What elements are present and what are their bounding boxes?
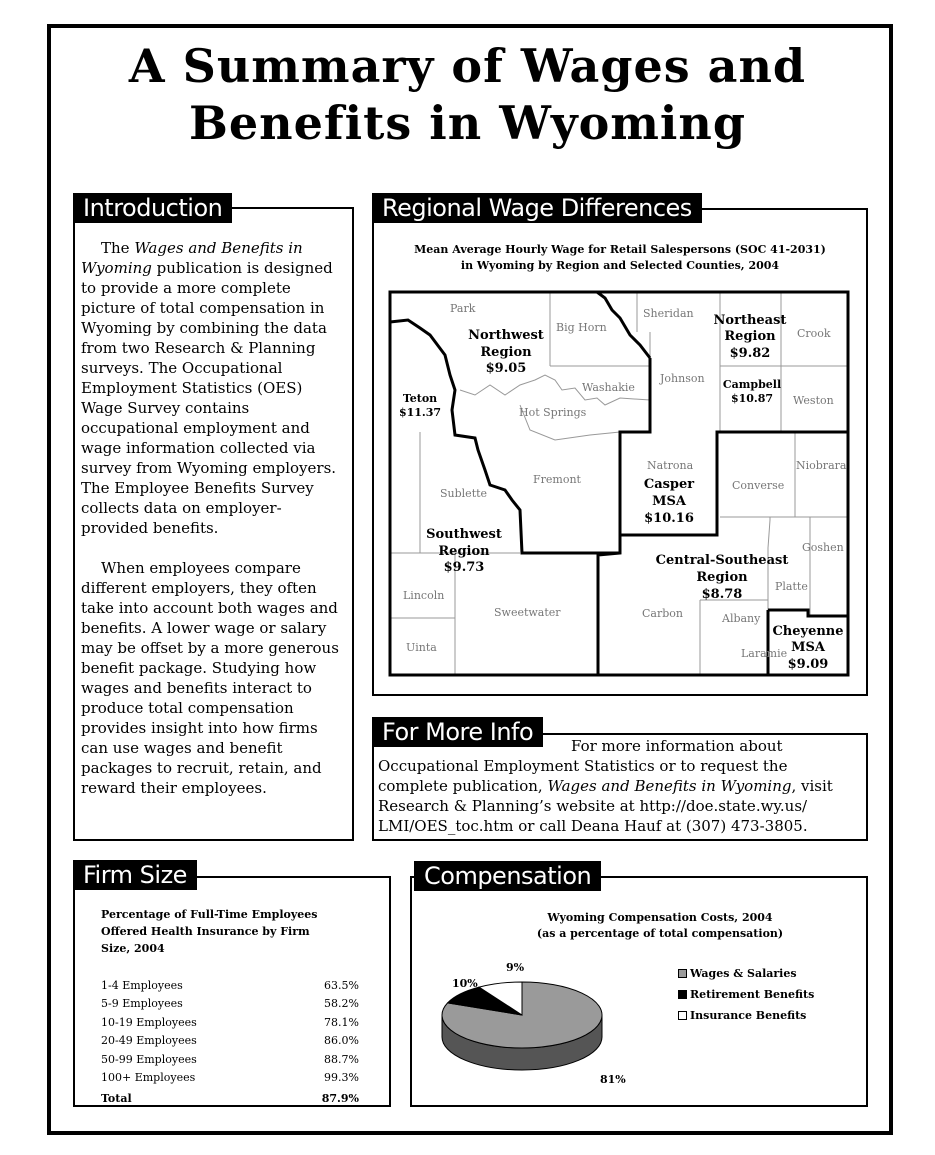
- legend-swatch: [678, 969, 687, 978]
- firm-size-row: [101, 1013, 359, 1032]
- northwest-label-2: Region: [480, 345, 532, 360]
- central-label-2: Region: [696, 570, 748, 585]
- firm-table-title-2: Offered Health Insurance by Firm: [101, 925, 310, 938]
- intro-lead: The: [101, 239, 135, 257]
- county-converse: Converse: [732, 479, 785, 492]
- compensation-heading: Compensation: [414, 861, 601, 891]
- firm-size-value: 63.5%: [324, 978, 359, 992]
- county-niobrara: Niobrara: [796, 459, 847, 472]
- county-natrona: Natrona: [647, 459, 694, 472]
- northeast-label-2: Region: [724, 329, 776, 344]
- pie-value-label: 10%: [452, 977, 478, 990]
- firm-table-title-3: Size, 2004: [101, 942, 165, 955]
- firm-size-value: 58.2%: [324, 997, 359, 1011]
- cheyenne-wage: $9.09: [787, 657, 829, 672]
- legend-swatch: [678, 990, 687, 999]
- pie-value-label: 81%: [600, 1073, 626, 1086]
- more-info-line-4[interactable]: Research & Planning’s website at http://doe.state.wy.us/: [378, 797, 808, 815]
- firm-size-label: 1-4 Employees: [101, 978, 183, 992]
- southwest-wage: $9.73: [443, 560, 485, 575]
- legend-swatch: [678, 1011, 687, 1020]
- introduction-heading: Introduction: [73, 193, 232, 223]
- northwest-wage: $9.05: [485, 361, 527, 376]
- legend-label: Wages & Salaries: [690, 967, 797, 980]
- teton-label: Teton: [402, 392, 438, 405]
- more-info-line-5[interactable]: LMI/OES_toc.htm or call Deana Hauf at (307) 473-3805.: [378, 817, 808, 835]
- more-info-line-1: For more information about: [571, 737, 783, 755]
- firm-total-value: 87.9%: [321, 1091, 359, 1105]
- central-label-1: Central-Southeast: [655, 553, 789, 568]
- introduction-paragraph-2: When employees compare different employers, they often take into account both wages and benefits. A lower wage or salary may be offset by a more generous benefit package. Studying how wages and benefits interact to produce total compensation provides insight into how firms can use wages and benefit packages to recruit, retain, and reward their employees.: [81, 559, 339, 797]
- legend-item: [678, 988, 814, 1002]
- firm-size-label: 20-49 Employees: [101, 1034, 197, 1048]
- cheyenne-label-1: Cheyenne: [772, 624, 844, 639]
- casper-label-2: MSA: [652, 494, 686, 509]
- county-carbon: Carbon: [642, 607, 683, 620]
- county-hot-springs: Hot Springs: [519, 406, 587, 419]
- legend-item: [678, 1009, 806, 1023]
- county-weston: Weston: [793, 394, 834, 407]
- firm-size-label: 100+ Employees: [101, 1071, 196, 1085]
- teton-wage: $11.37: [398, 406, 442, 419]
- comp-chart-title: Wyoming Compensation Costs, 2004: [547, 911, 773, 924]
- county-washakie: Washakie: [582, 381, 635, 394]
- firm-size-table: [101, 976, 359, 1106]
- county-platte: Platte: [775, 580, 808, 593]
- county-laramie: Laramie: [741, 647, 788, 660]
- more-info-heading: For More Info: [372, 717, 543, 747]
- comp-chart-subtitle: (as a percentage of total compensation): [536, 927, 784, 940]
- county-sublette: Sublette: [440, 487, 488, 500]
- firm-size-row: [101, 1032, 359, 1051]
- firm-total-row: [101, 1087, 359, 1106]
- county-sheridan: Sheridan: [643, 307, 694, 320]
- intro-rest: publication is designed to provide a more complete picture of total compensation in Wyoming by combining the data from two Research & Planning surveys. The Occupational Employment Statistics (OES) Wage Survey contains occupational employment and wage information collected via survey from Wyoming employers. The Employee Benefits Survey collects data on employer-provided benefits.: [81, 259, 337, 537]
- page-title-line-1: A Summary of Wages and: [128, 39, 807, 93]
- firm-size-value: 78.1%: [324, 1015, 359, 1029]
- county-labels: [403, 302, 847, 660]
- county-lincoln: Lincoln: [403, 589, 445, 602]
- campbell-wage: $10.87: [730, 392, 774, 405]
- firm-size-label: 50-99 Employees: [101, 1052, 197, 1066]
- campbell-label: Campbell: [722, 378, 782, 391]
- legend-label: Insurance Benefits: [690, 1009, 807, 1022]
- regional-heading: Regional Wage Differences: [372, 193, 702, 223]
- firm-size-heading: Firm Size: [73, 860, 197, 890]
- firm-size-label: 5-9 Employees: [101, 997, 183, 1011]
- firm-size-label: 10-19 Employees: [101, 1015, 197, 1029]
- county-fremont: Fremont: [533, 473, 581, 486]
- legend-item: [678, 967, 797, 981]
- northwest-label-1: Northwest: [468, 328, 544, 343]
- firm-size-value: 86.0%: [324, 1034, 359, 1048]
- county-uinta: Uinta: [406, 641, 437, 654]
- more-info-line-3c: , visit: [791, 777, 833, 795]
- page-title-line-2: Benefits in Wyoming: [188, 96, 747, 150]
- firm-size-row: [101, 1050, 359, 1069]
- firm-size-value: 99.3%: [324, 1071, 359, 1085]
- central-wage: $8.78: [701, 587, 743, 602]
- more-info-text: [378, 736, 864, 836]
- compensation-pie-chart: [440, 955, 626, 1095]
- pie-value-label: 9%: [506, 961, 525, 974]
- more-info-line-3a: complete publication,: [378, 777, 548, 795]
- more-info-line-3: [378, 776, 864, 796]
- casper-label-1: Casper: [643, 477, 695, 492]
- cheyenne-label-2: MSA: [791, 640, 825, 655]
- firm-size-panel: [73, 876, 391, 1107]
- firm-table-title-1: Percentage of Full-Time Employees: [101, 908, 318, 921]
- more-info-line-2: Occupational Employment Statistics or to request the: [378, 757, 788, 775]
- firm-size-row: [101, 995, 359, 1014]
- more-info-panel: [372, 733, 868, 841]
- county-albany: Albany: [722, 612, 761, 625]
- casper-wage: $10.16: [644, 511, 694, 526]
- intro-publication-title: Wages and Benefits in Wyoming: [81, 239, 303, 277]
- county-crook: Crook: [797, 327, 831, 340]
- county-sweetwater: Sweetwater: [494, 606, 561, 619]
- county-park: Park: [450, 302, 476, 315]
- map-title-line-2: in Wyoming by Region and Selected Counties, 2004: [460, 259, 780, 272]
- legend-label: Retirement Benefits: [690, 988, 815, 1001]
- firm-size-row: [101, 1069, 359, 1088]
- county-big-horn: Big Horn: [556, 321, 607, 334]
- firm-total-label: Total: [101, 1091, 132, 1105]
- firm-size-row: [101, 976, 359, 995]
- northeast-label-1: Northeast: [713, 313, 787, 328]
- more-info-publication-title: Wages and Benefits in Wyoming: [547, 777, 792, 795]
- firm-size-value: 88.7%: [324, 1052, 359, 1066]
- map-title-line-1: Mean Average Hourly Wage for Retail Salespersons (SOC 41-2031): [414, 243, 826, 256]
- northeast-wage: $9.82: [729, 346, 771, 361]
- county-goshen: Goshen: [802, 541, 844, 554]
- firm-table-title: [101, 906, 361, 957]
- county-johnson: Johnson: [660, 372, 705, 385]
- southwest-label-1: Southwest: [426, 527, 502, 542]
- southwest-label-2: Region: [438, 544, 490, 559]
